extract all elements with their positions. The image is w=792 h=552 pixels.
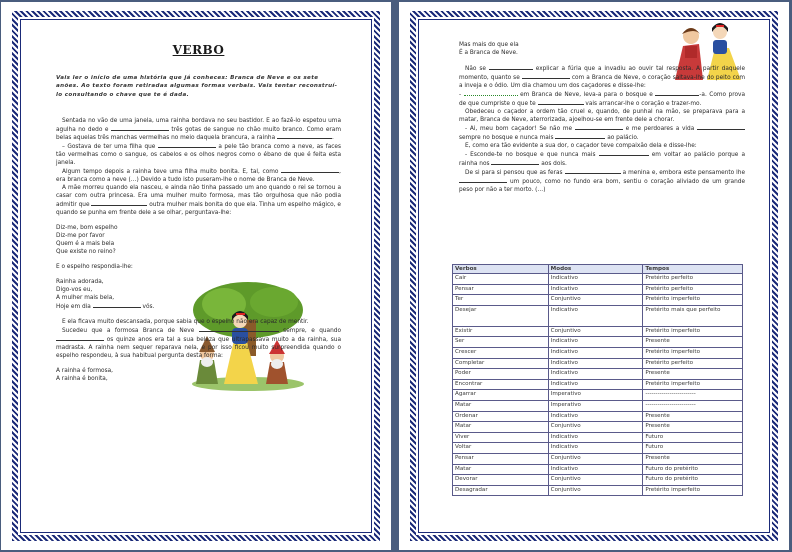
tense-cell: Presente bbox=[643, 337, 743, 348]
verb-blank[interactable] bbox=[464, 91, 518, 96]
table-row bbox=[453, 400, 743, 411]
mirror-final-verse: A rainha é formosa, A rainha é bonita, bbox=[56, 368, 113, 383]
mode-cell: Indicativo bbox=[548, 443, 643, 454]
verb-cell: Voltar bbox=[453, 443, 549, 454]
tense-cell: Futuro do pretérito bbox=[643, 475, 743, 486]
verb-cell: Viver bbox=[453, 432, 549, 443]
mode-cell: Conjuntivo bbox=[548, 475, 643, 486]
mode-cell: Indicativo bbox=[548, 284, 643, 295]
left-page-content bbox=[56, 42, 341, 384]
verb-cell: Desagradar bbox=[453, 485, 549, 496]
mode-cell: Imperativo bbox=[548, 390, 643, 401]
mode-cell: Indicativo bbox=[548, 337, 643, 348]
mode-cell: Indicativo bbox=[548, 369, 643, 380]
verb-cell: Pensar bbox=[453, 284, 549, 295]
tense-cell: Futuro do pretérito bbox=[643, 464, 743, 475]
table-row bbox=[453, 485, 743, 496]
tense-cell: Pretérito imperfeito bbox=[643, 485, 743, 496]
table-row bbox=[453, 411, 743, 422]
table-row bbox=[453, 326, 743, 337]
verb-cell: Completar bbox=[453, 358, 549, 369]
story-paragraph: E, como era tão evidente a sua dor, o caçador teve compaixão dela e disse-lhe: bbox=[465, 142, 697, 149]
table-row bbox=[453, 475, 743, 486]
table-row bbox=[453, 379, 743, 390]
story-paragraph: E ela ficava muito descansada, porque sabia que o espelho não era capaz de mentir. bbox=[62, 319, 309, 326]
table-row bbox=[453, 390, 743, 401]
story-paragraph: De si para si pensou que as feras a menina e, embora este pensamento lhe um pouco, como no fundo era bom, sentiu o coração aliviado de um grande peso por não a ter morto. (…) bbox=[459, 169, 746, 193]
story-paragraph: - Esconde-te no bosque e que nunca mais em voltar ao palácio porque a rainha nos aos dois. bbox=[459, 151, 746, 167]
mode-cell: Conjuntivo bbox=[548, 326, 643, 337]
table-row bbox=[453, 284, 743, 295]
verb-blank[interactable] bbox=[56, 336, 104, 341]
story-paragraph: A mãe morreu quando ela nasceu, e ainda não tinha passado um ano quando o rei se tornou a casar com outra princesa. Era uma mulher muito formosa, mas tão orgulhosa que não podia admitir que outra mulher mais bonita do que ela. Tinha um espelho mágico, e quando se punha em frente dele a se olhar, perguntava-lhe: bbox=[56, 185, 341, 217]
table-header-row bbox=[453, 265, 743, 274]
table-row bbox=[453, 358, 743, 369]
mode-cell: Conjuntivo bbox=[548, 485, 643, 496]
table-row bbox=[453, 422, 743, 433]
mirror-answer-verse: Rainha adorada, Digo-vos eu, A mulher mais bela, Hoje em dia vós. bbox=[56, 279, 155, 311]
tense-cell: Presente bbox=[643, 411, 743, 422]
verb-blank[interactable] bbox=[538, 100, 584, 105]
column-header-tempos: Tempos bbox=[643, 265, 743, 274]
tense-cell: Pretérito imperfeito bbox=[643, 379, 743, 390]
tense-cell: Presente bbox=[643, 369, 743, 380]
table-row bbox=[453, 295, 743, 306]
right-page-content: Mas mais do que ela É a Branca de Neve. Não se explicar a fúria que a invadiu ao ouvir tal resposta. A partir daquele momento, quanto se com a Branca de Neve, o coração saltava-lhe do peito com a inveja e o ódio. Um dia chamou um dos caçadores e disse-lhe: - em Branca de Neve, leva-a para o bosque e -a. Como prova de que cumpriste o que te vais arrancar-lhe o coração e trazer-mo. Obedeceu o caçador a ordem tão cruel e, quando, de punhal na mão, se preparava para a matar, Branca de Neve, aterrorizada, ajoelhou-se em frente dele a chorar. - Ai, meu bom caçador! Se não me e me perdoares a vida sempre no bosque e nunca mais ao palácio. E, como era tão evidente a sua dor, o caçador teve compaixão dela e disse-lhe: - Esconde-te no bosque e que nunca mais em voltar ao palácio porque a rainha nos aos dois. De si para si pensou que as feras a menina e, embora este pensamento lhe um pouco, como no fundo era bom, sentiu o coração aliviado de um grande peso por não a ter morto. (…) bbox=[459, 42, 746, 193]
column-header-modos: Modos bbox=[548, 265, 643, 274]
tense-cell: Futuro bbox=[643, 443, 743, 454]
table-row bbox=[453, 464, 743, 475]
table-body bbox=[453, 274, 743, 496]
tense-cell: ------------------------- bbox=[643, 400, 743, 411]
verb-blank[interactable] bbox=[655, 91, 699, 96]
mode-cell: Indicativo bbox=[548, 347, 643, 358]
column-header-verbos: Verbos bbox=[453, 265, 549, 274]
verb-blank[interactable] bbox=[277, 134, 332, 139]
verb-cell: Poder bbox=[453, 369, 549, 380]
mode-cell: Indicativo bbox=[548, 432, 643, 443]
verb-blank[interactable] bbox=[281, 168, 339, 173]
mode-cell: Conjuntivo bbox=[548, 295, 643, 306]
mode-cell: Imperativo bbox=[548, 400, 643, 411]
verb-cell: Ser bbox=[453, 337, 549, 348]
verb-blank[interactable] bbox=[459, 178, 507, 183]
verb-blank[interactable] bbox=[199, 327, 279, 332]
document-page-right bbox=[399, 2, 789, 550]
story-paragraph: Algum tempo depois a rainha teve uma filha muito bonita. E, tal, como , era branca como a neve (…) Devido a tudo isto puseram-lhe o nome de Branca de Neve. bbox=[56, 169, 341, 184]
verb-blank[interactable] bbox=[111, 126, 169, 131]
verb-cell: Matar bbox=[453, 422, 549, 433]
verb-cell: Pensar bbox=[453, 453, 549, 464]
story-paragraph: Sucedeu que a formosa Branca de Neve sempre, e quando os quinze anos era tal a sua beleza que ultrapassava muito a da rainha, sua madrasta. A rainha nem sequer reparava nela, e por isso ficou muito surpreendida quando o espelho respondeu, à sua habitual pergunta desta forma: bbox=[56, 328, 342, 360]
verb-blank[interactable] bbox=[158, 143, 216, 148]
verb-blank[interactable] bbox=[697, 125, 745, 130]
verb-cell: Cair bbox=[453, 274, 549, 285]
verb-blank[interactable] bbox=[522, 74, 570, 79]
mirror-intro: E o espelho respondia-lhe: bbox=[56, 264, 133, 271]
tense-cell: Pretérito perfeito bbox=[643, 274, 743, 285]
tense-cell: ------------------------- bbox=[643, 390, 743, 401]
mode-cell: Indicativo bbox=[548, 411, 643, 422]
tense-cell: Pretérito imperfeito bbox=[643, 347, 743, 358]
tense-cell: Pretérito perfeito bbox=[643, 358, 743, 369]
table-row bbox=[453, 432, 743, 443]
mode-cell: Indicativo bbox=[548, 274, 643, 285]
verb-blank[interactable] bbox=[565, 169, 621, 174]
verb-blank[interactable] bbox=[599, 151, 649, 156]
tense-cell: Pretérito mais que perfeito bbox=[643, 305, 743, 326]
verb-cell: Ordenar bbox=[453, 411, 549, 422]
tense-cell: Presente bbox=[643, 453, 743, 464]
verb-blank[interactable] bbox=[491, 160, 539, 165]
verb-cell: Existir bbox=[453, 326, 549, 337]
mirror-verse: Diz-me, bom espelho Diz-me por favor Quem é a mais bela Que existe no reino? bbox=[56, 225, 118, 256]
tense-cell: Pretérito imperfeito bbox=[643, 326, 743, 337]
table-row bbox=[453, 337, 743, 348]
mode-cell: Indicativo bbox=[548, 358, 643, 369]
tense-cell: Pretérito perfeito bbox=[643, 284, 743, 295]
verb-cell: Matar bbox=[453, 464, 549, 475]
mode-cell: Indicativo bbox=[548, 464, 643, 475]
verb-blank[interactable] bbox=[91, 201, 147, 206]
verb-blank[interactable] bbox=[555, 134, 605, 139]
verb-blank[interactable] bbox=[489, 65, 533, 70]
mode-cell: Indicativo bbox=[548, 379, 643, 390]
tense-cell: Futuro bbox=[643, 432, 743, 443]
mode-cell: Conjuntivo bbox=[548, 422, 643, 433]
verb-blank[interactable] bbox=[93, 303, 141, 308]
table-row bbox=[453, 274, 743, 285]
verb-cell: Agarrar bbox=[453, 390, 549, 401]
story-paragraph: - em Branca de Neve, leva-a para o bosque e -a. Como prova de que cumpriste o que te vais arrancar-lhe o coração e trazer-mo. bbox=[459, 91, 746, 107]
table-row bbox=[453, 369, 743, 380]
verb-cell: Desejar bbox=[453, 305, 549, 326]
tense-cell: Presente bbox=[643, 422, 743, 433]
table-row bbox=[453, 443, 743, 454]
table-row bbox=[453, 453, 743, 464]
verb-cell: Devorar bbox=[453, 475, 549, 486]
document-page-left bbox=[1, 2, 391, 550]
verb-cell: Matar bbox=[453, 400, 549, 411]
table-row bbox=[453, 347, 743, 358]
mode-cell: Conjuntivo bbox=[548, 453, 643, 464]
verb-cell: Crescer bbox=[453, 347, 549, 358]
table-row bbox=[453, 305, 743, 326]
tense-cell: Pretérito imperfeito bbox=[643, 295, 743, 306]
story-paragraph: – Gostava de ter uma filha que a pele tão branca como a neve, as faces tão vermelhas como o sangue, os cabelos e os olhos negros como o ébano de que é feita esta janela. bbox=[56, 144, 342, 167]
mode-cell: Indicativo bbox=[548, 305, 643, 326]
instructions-paragraph: Vais ler o início de uma história que já conheces: Branca de Neve e os sete anões. Ao texto foram retiradas algumas formas verbais. Vais tentar reconstruí-lo consultando o chave que te é dada. bbox=[56, 74, 338, 98]
story-paragraph: Sentada no vão de uma janela, uma rainha bordava no seu bastidor. E ao fazê-lo espetou uma agulha no dedo e três gotas de sangue no chão muito branco. Como eram belas aquelas três manchas vermelhas no meio daquela brancura, a rainha . bbox=[56, 117, 341, 142]
story-paragraph: Obedeceu o caçador a ordem tão cruel e, quando, de punhal na mão, se preparava para a matar, Branca de Neve, aterrorizada, ajoelhou-se em frente dele a chorar. bbox=[459, 108, 745, 123]
verb-cell: Encontrar bbox=[453, 379, 549, 390]
page-title: VERBO bbox=[172, 43, 225, 57]
verb-blank[interactable] bbox=[575, 125, 623, 130]
verb-key-table bbox=[452, 264, 743, 496]
story-paragraph: Não se explicar a fúria que a invadiu ao ouvir tal resposta. A partir daquele momento, quanto se com a Branca de Neve, o coração saltava-lhe do peito com a inveja e o ódio. Um dia chamou um dos caçadores e disse-lhe: bbox=[459, 65, 746, 89]
verb-cell: Ter bbox=[453, 295, 549, 306]
story-paragraph: - Ai, meu bom caçador! Se não me e me perdoares a vida sempre no bosque e nunca mais ao palácio. bbox=[459, 125, 745, 143]
